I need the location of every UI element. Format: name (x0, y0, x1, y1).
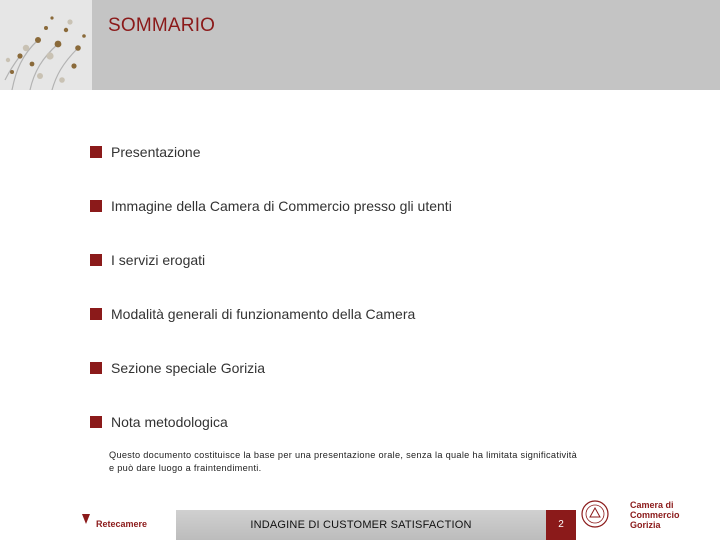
right-logo-line-1: Camera di Commercio (630, 500, 680, 520)
square-bullet-icon (90, 254, 102, 266)
agenda-item-immagine[interactable] (90, 197, 452, 215)
seal-emblem-icon (580, 499, 610, 529)
right-logo-line-2: Gorizia (630, 520, 661, 530)
slide-header (0, 0, 720, 90)
footer-caption: INDAGINE DI CUSTOMER SATISFACTION (250, 519, 472, 531)
disclaimer-line-1: Questo documento costituisce la base per una presentazione orale, senza la quale ha limitata significatività (109, 450, 578, 460)
camera-commercio-gorizia-logo (630, 500, 720, 530)
disclaimer-note (109, 449, 639, 475)
square-bullet-icon (90, 200, 102, 212)
page-number: 2 (546, 510, 576, 540)
agenda-item-label: Sezione speciale Gorizia (111, 360, 266, 376)
agenda-item-label: I servizi erogati (111, 252, 206, 268)
agenda-item-modalita[interactable] (90, 305, 415, 323)
agenda-item-presentazione[interactable] (90, 143, 201, 161)
agenda-item-nota[interactable] (90, 413, 228, 431)
agenda-item-servizi[interactable] (90, 251, 205, 269)
retecamere-mark-icon (80, 510, 175, 540)
square-bullet-icon (90, 362, 102, 374)
agenda-item-gorizia[interactable] (90, 359, 265, 377)
seal-logo (580, 499, 610, 529)
square-bullet-icon (90, 146, 102, 158)
slide-footer (0, 500, 720, 540)
dandelion-icon (0, 0, 92, 90)
retecamere-logo-text: Retecamere (96, 519, 148, 529)
square-bullet-icon (90, 416, 102, 428)
slide-title: SOMMARIO (108, 15, 216, 36)
decorative-dandelion-graphic (0, 0, 92, 90)
retecamere-logo (80, 510, 175, 540)
agenda-item-label: Modalità generali di funzionamento della Camera (111, 306, 416, 322)
agenda-item-label: Presentazione (111, 144, 201, 160)
square-bullet-icon (90, 308, 102, 320)
agenda-item-label: Immagine della Camera di Commercio presso gli utenti (111, 198, 452, 214)
agenda-item-label: Nota metodologica (111, 414, 228, 430)
disclaimer-line-2: e può dare luogo a fraintendimenti. (109, 463, 262, 473)
